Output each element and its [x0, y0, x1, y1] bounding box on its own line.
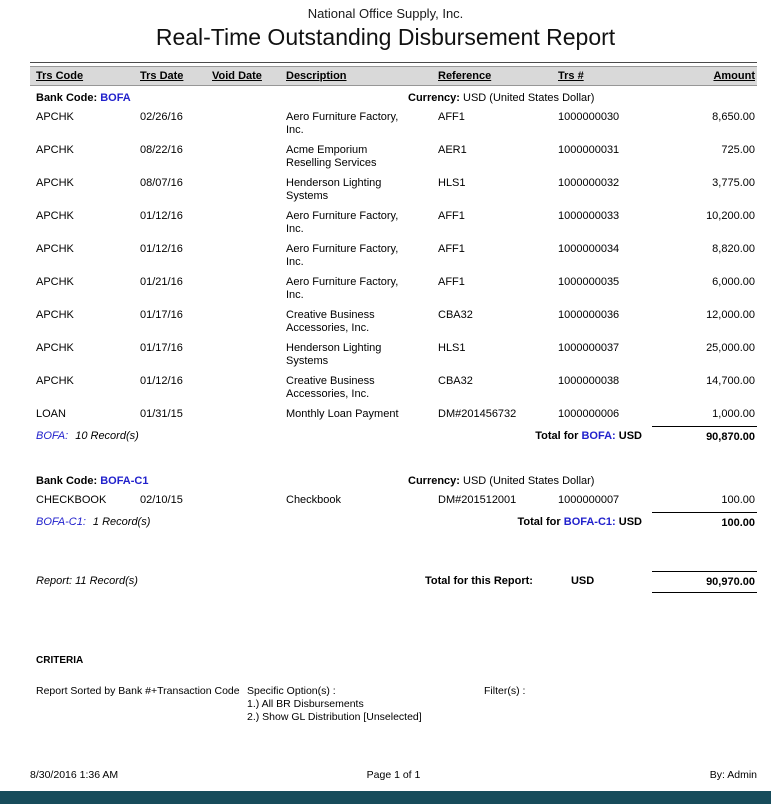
column-header-reference: Reference [438, 70, 492, 82]
description-cell [286, 491, 438, 507]
footer-page-number: Page 1 of 1 [366, 769, 421, 781]
trs-date-cell: 01/12/16 [140, 210, 183, 222]
amount-cell: 725.00 [721, 144, 755, 156]
description-cell [286, 273, 438, 302]
group-footer-records: 10 Record(s) [75, 430, 139, 442]
report-total-label: Total for this Report: [425, 575, 533, 587]
trs-number-cell: 1000000036 [558, 309, 620, 321]
trs-code-cell: LOAN [36, 408, 66, 420]
table-row [30, 108, 757, 141]
trs-date-cell: 02/10/15 [140, 494, 183, 506]
footer-user: By: Admin [709, 769, 757, 781]
group-record-count [36, 512, 150, 528]
bank-code-label: Bank Code: [36, 475, 98, 487]
description-cell [286, 207, 438, 236]
column-header-trs-date: Trs Date [140, 70, 184, 82]
currency-value: USD (United States Dollar) [463, 475, 595, 487]
group-total-amount: 100.00 [652, 512, 757, 531]
criteria-detail [30, 685, 757, 724]
trs-number-cell: 1000000033 [558, 210, 620, 222]
bank-code-value: BOFA [100, 92, 131, 104]
trs-number-cell: 1000000038 [558, 375, 620, 387]
reference-cell: HLS1 [438, 342, 466, 354]
trs-code-cell: APCHK [36, 342, 74, 354]
trs-number-cell: 1000000007 [558, 494, 620, 506]
amount-cell: 6,000.00 [712, 276, 755, 288]
bank-code-row [30, 86, 757, 108]
description-text: Henderson Lighting Systems [286, 177, 382, 202]
trs-code-cell: APCHK [36, 177, 74, 189]
column-header-trs-number: Trs # [558, 70, 584, 82]
currency-row [408, 475, 594, 487]
description-text: Aero Furniture Factory, Inc. [286, 210, 399, 235]
description-text: Creative Business Accessories, Inc. [286, 375, 375, 400]
transaction-rows [0, 108, 771, 425]
description-text: Aero Furniture Factory, Inc. [286, 276, 399, 301]
trs-number-cell: 1000000037 [558, 342, 620, 354]
trs-code-cell: APCHK [36, 210, 74, 222]
trs-code-cell: APCHK [36, 144, 74, 156]
trs-code-cell: CHECKBOOK [36, 494, 107, 506]
criteria-option: 2.) Show GL Distribution [Unselected] [247, 711, 422, 723]
trs-code-cell: APCHK [36, 375, 74, 387]
group-total-prefix: Total for [517, 516, 561, 528]
criteria-options [247, 685, 484, 724]
currency-label: Currency: [408, 475, 460, 487]
bank-code-row [30, 469, 757, 491]
amount-cell: 25,000.00 [706, 342, 755, 354]
bank-group [0, 86, 771, 445]
table-row [30, 141, 757, 174]
reference-cell: DM#201456732 [438, 408, 517, 420]
page-footer [30, 769, 757, 781]
description-cell [286, 405, 438, 421]
trs-date-cell: 01/21/16 [140, 276, 183, 288]
trs-number-cell: 1000000006 [558, 408, 620, 420]
description-cell [286, 108, 438, 137]
trs-date-cell: 02/26/16 [140, 111, 183, 123]
description-text: Monthly Loan Payment [286, 408, 399, 420]
trs-code-cell: APCHK [36, 111, 74, 123]
criteria-option: 1.) All BR Disbursements [247, 698, 364, 710]
amount-cell: 10,200.00 [706, 210, 755, 222]
column-header-description: Description [286, 70, 347, 82]
description-cell [286, 141, 438, 170]
trs-date-cell: 01/17/16 [140, 342, 183, 354]
trs-date-cell: 01/12/16 [140, 243, 183, 255]
amount-cell: 14,700.00 [706, 375, 755, 387]
group-total-prefix: Total for [535, 430, 579, 442]
criteria-filters-label: Filter(s) : [484, 685, 526, 697]
trs-code-cell: APCHK [36, 276, 74, 288]
group-total-code: BOFA: [581, 430, 616, 442]
transaction-rows [0, 491, 771, 511]
description-text: Acme Emporium Reselling Services [286, 144, 377, 169]
table-row [30, 207, 757, 240]
reference-cell: AFF1 [438, 111, 465, 123]
trs-number-cell: 1000000032 [558, 177, 620, 189]
reference-cell: AFF1 [438, 210, 465, 222]
amount-cell: 1,000.00 [712, 408, 755, 420]
group-total-label [535, 426, 642, 445]
reference-cell: AFF1 [438, 276, 465, 288]
top-rule [30, 62, 757, 63]
group-total-amount: 90,870.00 [652, 426, 757, 445]
amount-cell: 12,000.00 [706, 309, 755, 321]
description-cell [286, 174, 438, 203]
table-row [30, 491, 757, 511]
amount-cell: 8,650.00 [712, 111, 755, 123]
trs-date-cell: 08/22/16 [140, 144, 183, 156]
group-total-label [518, 512, 643, 531]
void-date-cell [212, 174, 286, 203]
description-text: Aero Furniture Factory, Inc. [286, 243, 399, 268]
criteria-options-label: Specific Option(s) : [247, 685, 336, 697]
group-record-count [36, 426, 139, 442]
criteria-heading: CRITERIA [36, 655, 84, 666]
trs-date-cell: 08/07/16 [140, 177, 183, 189]
amount-cell: 100.00 [721, 494, 755, 506]
column-header-trs-code: Trs Code [36, 70, 84, 82]
window-bottom-bar [0, 791, 771, 804]
trs-number-cell: 1000000030 [558, 111, 620, 123]
void-date-cell [212, 372, 286, 401]
group-total [518, 512, 758, 531]
reference-cell: AER1 [438, 144, 467, 156]
description-cell [286, 240, 438, 269]
description-text: Creative Business Accessories, Inc. [286, 309, 375, 334]
table-row [30, 240, 757, 273]
description-text: Checkbook [286, 494, 342, 506]
group-total-currency: USD [618, 516, 642, 528]
column-header-void-date: Void Date [212, 70, 262, 82]
void-date-cell [212, 405, 286, 421]
group-footer [30, 512, 757, 531]
table-row [30, 339, 757, 372]
company-name: National Office Supply, Inc. [307, 6, 464, 21]
description-text: Aero Furniture Factory, Inc. [286, 111, 399, 136]
group-footer-records: 1 Record(s) [92, 516, 151, 528]
void-date-cell [212, 339, 286, 368]
table-row [30, 174, 757, 207]
report-total-amount: 90,970.00 [652, 571, 757, 593]
reference-cell: DM#201512001 [438, 494, 517, 506]
trs-code-cell: APCHK [36, 309, 74, 321]
void-date-cell [212, 207, 286, 236]
report-total-currency: USD [570, 575, 595, 587]
table-row [30, 405, 757, 425]
group-footer [30, 426, 757, 445]
group-footer-code: BOFA-C1: [36, 516, 86, 528]
trs-number-cell: 1000000035 [558, 276, 620, 288]
bank-group [0, 469, 771, 531]
table-row [30, 372, 757, 405]
bank-code-label: Bank Code: [36, 92, 98, 104]
reference-cell: AFF1 [438, 243, 465, 255]
trs-number-cell: 1000000034 [558, 243, 620, 255]
void-date-cell [212, 108, 286, 137]
void-date-cell [212, 240, 286, 269]
description-text: Henderson Lighting Systems [286, 342, 382, 367]
currency-row [408, 92, 594, 104]
reference-cell: HLS1 [438, 177, 466, 189]
table-row [30, 273, 757, 306]
table-header-row [30, 66, 757, 86]
trs-date-cell: 01/17/16 [140, 309, 183, 321]
currency-value: USD (United States Dollar) [463, 92, 595, 104]
trs-number-cell: 1000000031 [558, 144, 620, 156]
group-total-code: BOFA-C1: [563, 516, 616, 528]
report-total-row [30, 571, 757, 593]
group-total-currency: USD [618, 430, 642, 442]
trs-code-cell: APCHK [36, 243, 74, 255]
void-date-cell [212, 306, 286, 335]
description-cell [286, 339, 438, 368]
report-record-count: Report: 11 Record(s) [36, 575, 138, 587]
amount-cell: 3,775.00 [712, 177, 755, 189]
void-date-cell [212, 141, 286, 170]
table-row [30, 306, 757, 339]
group-total [535, 426, 757, 445]
bank-code-value: BOFA-C1 [100, 475, 149, 487]
reference-cell: CBA32 [438, 309, 473, 321]
criteria-sort: Report Sorted by Bank #+Transaction Code [36, 685, 240, 697]
void-date-cell [212, 491, 286, 507]
trs-date-cell: 01/12/16 [140, 375, 183, 387]
currency-label: Currency: [408, 92, 460, 104]
reference-cell: CBA32 [438, 375, 473, 387]
description-cell [286, 372, 438, 401]
void-date-cell [212, 273, 286, 302]
report-title: Real-Time Outstanding Disbursement Report [155, 24, 616, 50]
footer-datetime: 8/30/2016 1:36 AM [30, 769, 119, 781]
column-header-amount: Amount [713, 70, 755, 82]
description-cell [286, 306, 438, 335]
group-footer-code: BOFA: [36, 430, 69, 442]
trs-date-cell: 01/31/15 [140, 408, 183, 420]
criteria-section [30, 655, 757, 724]
amount-cell: 8,820.00 [712, 243, 755, 255]
